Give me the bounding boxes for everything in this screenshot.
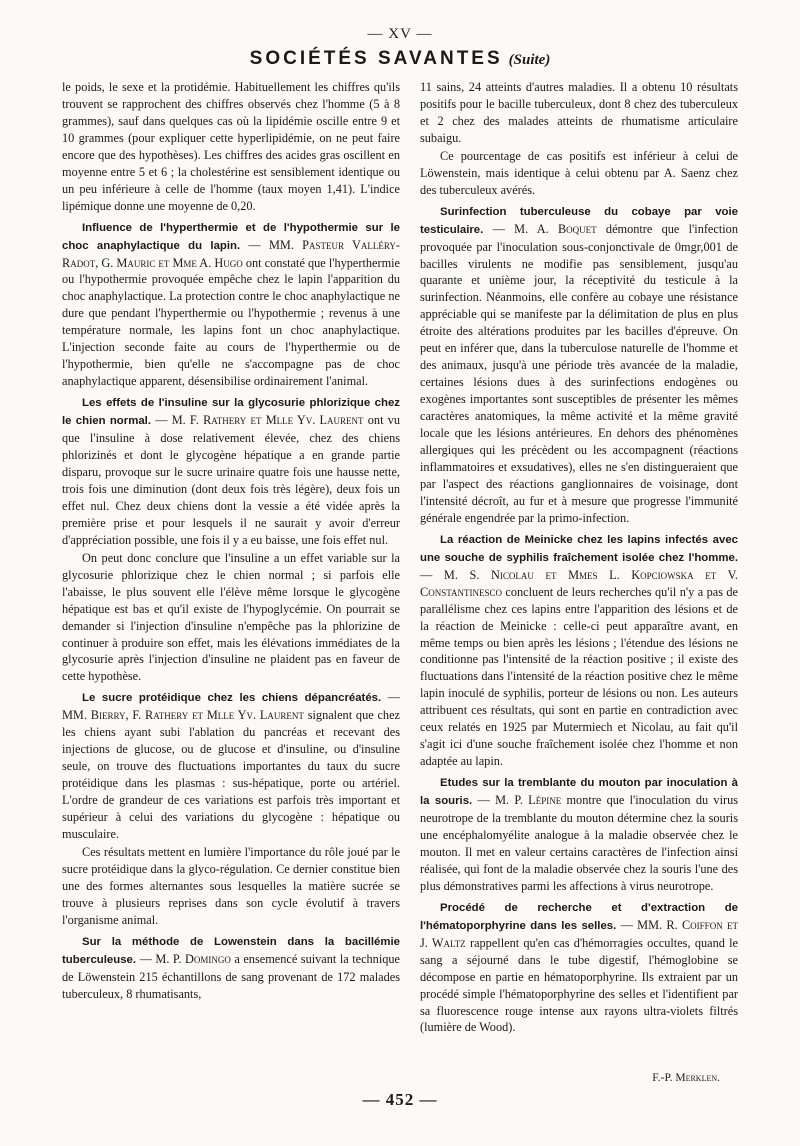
- article-body: le poids, le sexe et la protidémie. Habituellement les chiffres qu'ils trouvent se rapprochent des chiffres observés chez l'homme (5 à 8 grammes), sauf dans quelques cas où la lipidémie oscille entre 9 et 10 grammes (pour expliquer cette hyperlipidémie, on ne peut faire encore que des hypothèses). Les chiffres des acides gras oscillent en moyenne entre 5 et 6 ; la cholestérine est sensiblement identique ou un peu inférieure à celle de l'homme (taux moyen 1,41). L'indice lipémique donne une moyenne de 0,20.: [62, 80, 400, 213]
- article-body: montre que l'inoculation du virus neurotrope de la tremblante du mouton détermine chez la souris une encéphalomyélite analogue à la maladie observée chez le mouton. Il met en valeur certains caractères de l'infection ainsi réalisée, qui font de la maladie observée chez la souris l'une des plus démonstratives parmi les affections à virus neurotrope.: [420, 793, 739, 893]
- article-body: signalent que chez les chiens ayant subi l'ablation du pancréas et recevant des injections de glucose, ou de glucose et d'insuline, ou d'insuline seule, on trouve des fluctuations importantes du taux du sucre protéidique dans les plasmas : sus-hépatique, porte ou artériel. L'ordre de grandeur de ces variations est parfois très important et supérieur à celui des variations du glycogène : hépatique ou musculaire.: [62, 708, 400, 841]
- right-column: [420, 79, 738, 1036]
- article: Surinfection tuberculeuse du cobaye par voie testiculaire. — M. A. Boquet démontre que l'infection provoquée par l'inoculation sous-conjonctivale de 0mgr,001 de bacilles virulents ne modifie pas sensiblement, jusqu'au quarante et unième jour, la réceptivité du testicule à la surinfection. Néanmoins, elle confère au cobaye une résistance appréciable qui se manifeste par la délimitation de plus en plus étroite des altérations produites par les bacilles d'épreuve. On peut en inférer que, dans la tuberculose naturelle de l'homme et des animaux, jusqu'à une période très avancée de la maladie, certaines lésions dues à des surinfections endogènes ou exogènes importantes sont susceptibles de présenter les mêmes caractères anatomiques, la même activité et la même gravité locale que les lésions antérieures. En dehors des phénomènes allergiques qui les précèdent ou les accompagnent (réactions inflammatoires et exsudatives), elles ne s'en distingueraient que par l'aspect des réactions ganglionnaires de voisinage, dont l'intensité décroît, au fur et à mesure que progresse l'immunité générale engendrée par la primo-infection.: [420, 205, 738, 525]
- section-title: [0, 48, 800, 70]
- article-authors: M. P. Lépine: [495, 793, 562, 808]
- article-authors: M. F. Rathery et Mlle Yv. Laurent: [171, 413, 364, 428]
- article-heading: Influence de l'hyperthermie et de l'hypothermie sur le choc anaphylactique du lapin.: [62, 221, 400, 252]
- article-continuation: [420, 79, 738, 147]
- article-authors: MM. R. Coiffon et J. Waltz: [420, 917, 738, 950]
- roman-page-number: — XV —: [367, 26, 433, 42]
- article-authors: M. P. Domingo: [155, 951, 231, 966]
- article-paragraph: [420, 148, 738, 199]
- article: Procédé de recherche et d'extraction de l'hématoporphyrine dans les selles. — MM. R. Coiffon et J. Waltz rappellent qu'en cas d'hémorragies occultes, quand le sang a séjourné dans le tube digestif, l'hémoglobine se décompose en partie en hématoporphyrine. Ils extraient par un procédé simple l'hématoporphyrine des selles et l'identifient par sa fluorescence rouge intense aux rayons ultra-violets filtrés (lumière de Wood).: [420, 901, 739, 1035]
- article-heading: Sur la méthode de Lowenstein dans la bacillémie tuberculeuse.: [62, 935, 400, 966]
- article-paragraph: [62, 844, 400, 929]
- article-paragraph: [62, 550, 400, 686]
- left-column: [62, 79, 400, 1003]
- article-authors: MM. Bierry, F. Rathery et Mlle Yv. Laurent: [62, 708, 304, 723]
- article: Sur la méthode de Lowenstein dans la bacillémie tuberculeuse. — M. P. Domingo a ensemencé suivant la technique de Löwenstein 215 échantillons de sang provenant de 172 malades tuberculeux, 8 rhumatisants,: [62, 935, 401, 1001]
- article-body: a ensemencé suivant la technique de Löwenstein 215 échantillons de sang provenant de 172 malades tuberculeux, 8 rhumatisants,: [62, 951, 401, 1001]
- article-heading: Les effets de l'insuline sur la glycosurie phlorizique chez le chien normal.: [62, 397, 400, 428]
- article-heading: Surinfection tuberculeuse du cobaye par voie testiculaire.: [420, 205, 738, 236]
- article-authors: MM. Pasteur Valléry-Radot, G. Mauric et Mme A. Hugo: [62, 237, 400, 270]
- article-body: Ces résultats mettent en lumière l'importance du rôle joué par le sucre protéidique dans la glyco-régulation. Ce dernier constitue bien une des formes alternantes sous lesquelles la matière sucrée se trouve à plusieurs reprises dans son cycle évolutif à travers l'organisme animal.: [62, 844, 400, 927]
- section-title-main: SOCIÉTÉS SAVANTES: [249, 48, 503, 69]
- article: Le sucre protéidique chez les chiens dépancréatés. — MM. Bierry, F. Rathery et Mlle Yv. Laurent signalent que chez les chiens ayant subi l'ablation du pancréas et recevant des injections de glucose, ou de glucose et d'insuline, ou d'insuline seule, on trouve des fluctuations importantes du taux du sucre protéidique dans les plasmas : sus-hépatique, porte ou artériel. L'ordre de grandeur de ces variations est parfois très important et supérieur à celui des variations du glycogène : hépatique ou musculaire.: [62, 690, 400, 841]
- article: Etudes sur la tremblante du mouton par inoculation à la souris. — M. P. Lépine montre que l'inoculation du virus neurotrope de la tremblante du mouton détermine chez la souris une encéphalomyélite analogue à la maladie observée chez le mouton. Il met en valeur certains caractères de l'infection ainsi réalisée, qui font de la maladie observée chez la souris l'une des plus démonstratives parmi les affections à virus neurotrope.: [420, 777, 739, 893]
- article-authors: M. S. Nicolau et Mmes L. Kopciowska et V. Constantinesco: [420, 567, 739, 599]
- article-body: 11 sains, 24 atteints d'autres maladies. Il a obtenu 10 résultats positifs pour le bacille tuberculeux, dont 8 chez des tuberculeux et 2 chez des malades atteints de rhumatisme articulaire subaigu.: [420, 80, 738, 145]
- article-authors: M. A. Boquet: [514, 221, 597, 236]
- page-number: — 452 —: [362, 1090, 438, 1109]
- article-heading: Procédé de recherche et d'extraction de l'hématoporphyrine dans les selles.: [420, 901, 738, 932]
- article: La réaction de Meinicke chez les lapins infectés avec une souche de syphilis fraîchement isolée chez l'homme. — M. S. Nicolau et Mmes L. Kopciowska et V. Constantinesco concluent de leurs recherches qu'il n'y a pas de parallélisme chez ces lapins entre l'apparition des lésions et de la réaction de Meinicke : celle-ci peut apparaître avant, en même temps ou bien après les lésions ; l'étendue des lésions ne conditionne pas l'intensité de la réaction positive ; il existe des fluctuations dans l'intensité de la réaction positive chez le même lapin inoculé de syphilis, porteur de lésions ou non. Les auteurs attribuent ces résultats, qui sont en partie en contradiction avec ceux relatés en 1925 par Mutermiech et Nicolau, au fait qu'il s'agit ici d'une souche fraîchement isolée chez l'homme et non adaptée au lapin.: [420, 533, 739, 769]
- article-continuation: [62, 79, 400, 215]
- article-body: démontre que l'infection provoquée par l'inoculation sous-conjonctivale de 0mgr,001 de bacilles virulents ne modifie pas sensiblement, jusqu'au quarante et unième jour, la réceptivité du testicule à la surinfection. Néanmoins, elle confère au cobaye une résistance appréciable qui se manifeste par la délimitation de plus en plus étroite des altérations produites par les bacilles d'épreuve. On peut en inférer que, dans la tuberculose naturelle de l'homme et des animaux, jusqu'à une période très avancée de la maladie, certaines lésions dues à des surinfections endogènes ou exogènes importantes sont susceptibles de présenter les mêmes caractères anatomiques, la même activité et la même gravité locale que les lésions antérieures. En dehors des phénomènes allergiques qui les précèdent ou les accompagnent (réactions inflammatoires et exsudatives), elles ne s'en distingueraient que par l'aspect des réactions ganglionnaires de voisinage, dont l'intensité décroît, au fur et à mesure que progresse l'immunité générale engendrée par la primo-infection.: [420, 221, 738, 525]
- article-body: ont vu que l'insuline à dose relativement élevée, chez des chiens phlorizinés et dont le glycogène hépatique a en grande partie disparu, provoque sur le sucre urinaire quatre fois une hausse nette, trois fois une diminution (dont deux fois très légère), deux fois un effet nul. Chez deux chiens dont la vessie a été vidée après la première prise et pour lesquels il ne saurait y avoir d'erreur d'appréciation possible, une fois il y a eu baisse, une fois effet nul.: [62, 413, 400, 547]
- article-heading: La réaction de Meinicke chez les lapins infectés avec une souche de syphilis fraîchement isolée chez l'homme.: [420, 533, 738, 564]
- article-body: concluent de leurs recherches qu'il n'y a pas de parallélisme chez ces lapins entre l'apparition des lésions et de la réaction de Meinicke : celle-ci peut apparaître avant, en même temps ou bien après les lésions ; l'étendue des lésions ne conditionne pas l'intensité de la réaction positive ; il existe des fluctuations dans l'intensité de la réaction positive chez le même lapin inoculé de syphilis, porteur de lésions ou non. Les auteurs attribuent ces résultats, qui sont en partie en contradiction avec ceux relatés en 1925 par Mutermiech et Nicolau, au fait qu'il s'agit ici d'une souche fraîchement isolée chez l'homme et non adaptée au lapin.: [420, 584, 739, 769]
- article-body: ont constaté que l'hyperthermie ou l'hypothermie provoquée empêche chez le lapin l'apparition du choc anaphylactique. La protection contre le choc anaphylactique ne dure que pendant l'hyperthermie ou l'hypothermie ; revenus à une température normale, les lapins font un choc anaphylactique. L'injection seconde faite au cours de l'hyperthermie ou de l'hypothermie, bien qu'elle ne s'accompagne pas de choc anaphylactique apparent, désensibilise ordinairement l'animal.: [62, 255, 401, 389]
- article-heading: Le sucre protéidique chez les chiens dépancréatés.: [82, 692, 382, 705]
- signature: F.-P. Merklen.: [652, 1072, 720, 1084]
- article: Les effets de l'insuline sur la glycosurie phlorizique chez le chien normal. — M. F. Rathery et Mlle Yv. Laurent ont vu que l'insuline à dose relativement élevée, chez des chiens phlorizinés et dont le glycogène hépatique a en grande partie disparu, provoque sur le sucre urinaire quatre fois une hausse nette, trois fois une diminution (dont deux fois très légère), deux fois un effet nul. Chez deux chiens dont la vessie a été vidée après la première prise et pour lesquels il ne saurait y avoir d'erreur d'appréciation possible, une fois il y a eu baisse, une fois effet nul.: [62, 397, 400, 547]
- section-title-suffix: (Suite): [508, 52, 551, 68]
- article-heading: Etudes sur la tremblante du mouton par inoculation à la souris.: [420, 777, 738, 808]
- article-body: Ce pourcentage de cas positifs est inférieur à celui de Löwenstein, mais identique à celui obtenu par A. Saenz chez des tuberculeux avérés.: [420, 148, 738, 197]
- article: Influence de l'hyperthermie et de l'hypothermie sur le choc anaphylactique du lapin. — MM. Pasteur Valléry-Radot, G. Mauric et Mme A. Hugo ont constaté que l'hyperthermie ou l'hypothermie provoquée empêche chez le lapin l'apparition du choc anaphylactique. La protection contre le choc anaphylactique ne dure que pendant l'hyperthermie ou l'hypothermie ; revenus à une température normale, les lapins font un choc anaphylactique. L'injection seconde faite au cours de l'hyperthermie ou de l'hypothermie, bien qu'elle ne s'accompagne pas de choc anaphylactique apparent, désensibilise ordinairement l'animal.: [62, 221, 401, 389]
- article-body: rappellent qu'en cas d'hémorragies occultes, quand le sang a séjourné dans le tube digestif, l'hémoglobine se décompose en partie en hématoporphyrine. Ils extraient par un procédé simple l'hématoporphyrine des selles et l'identifient par sa fluorescence rouge intense aux rayons ultra-violets filtrés (lumière de Wood).: [420, 935, 739, 1035]
- article-body: On peut donc conclure que l'insuline a un effet variable sur la glycosurie phlorizique chez le chien normal ; si parfois elle l'abaisse, le plus souvent elle l'élève même lorsque le glycogène hépatique est bas et qu'il existe de l'hypoglycémie. On pourrait se demander si l'injection d'insuline n'empêche pas la phlorizine de continuer à produire son effet, mais les élévations immédiates de la glycosurie après l'injection d'insuline ne plaident pas en faveur de cette hypothèse.: [62, 550, 400, 684]
